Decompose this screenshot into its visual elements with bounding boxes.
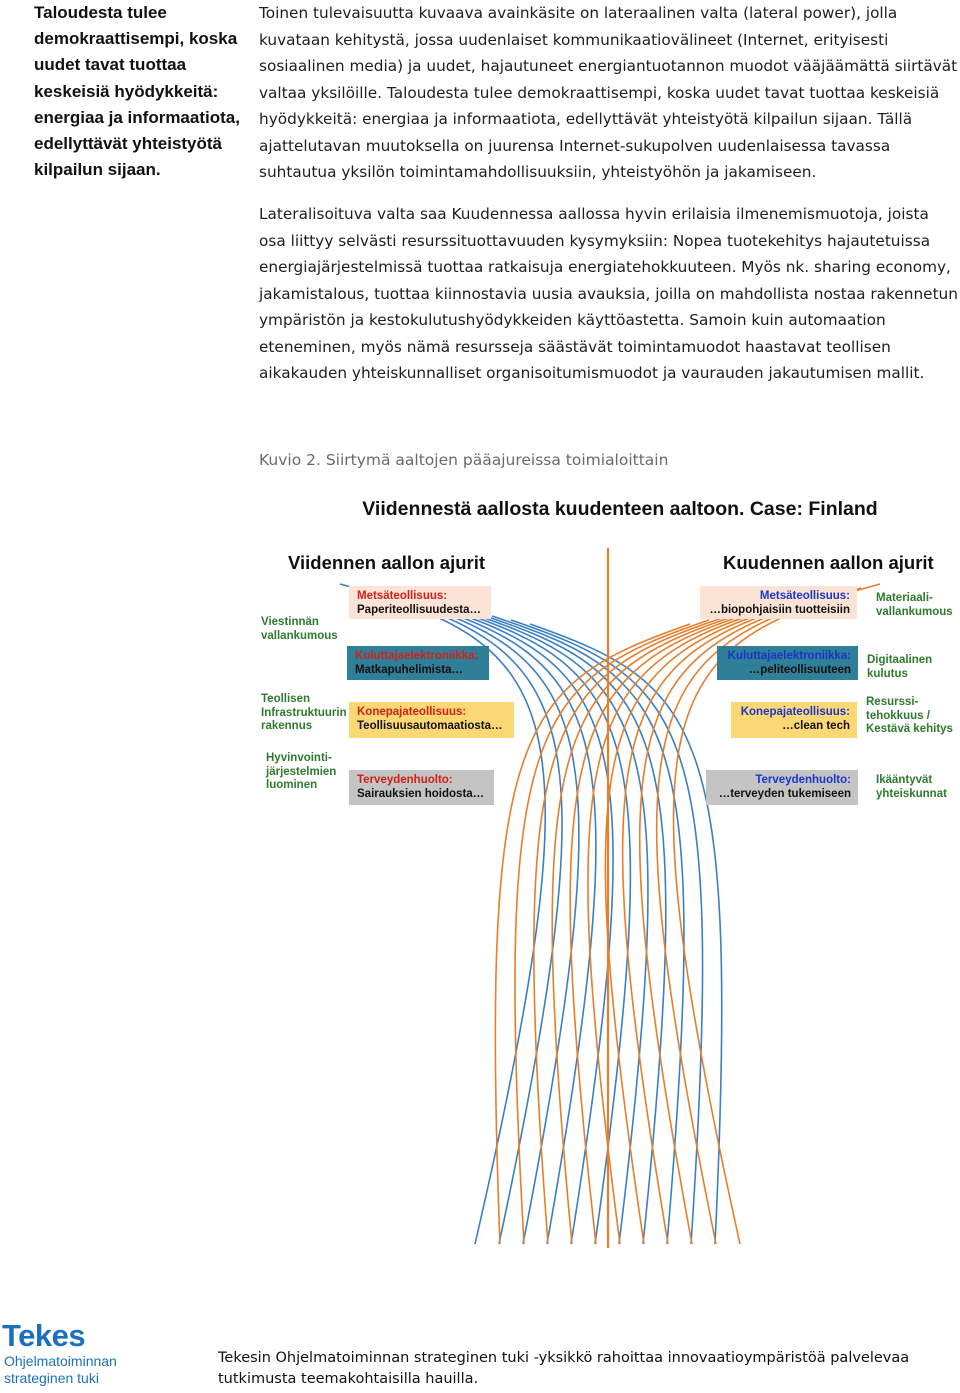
- left-box-electronics-industry: Kuluttajaelektroniikka:: [355, 650, 479, 662]
- sixth-wave-curve: [605, 600, 804, 1244]
- tekes-logo-line1: Ohjelmatoiminnan: [4, 1353, 117, 1369]
- right-driver-aging: Ikääntyvät yhteiskunnat: [876, 774, 947, 800]
- sixth-wave-curve: [674, 584, 880, 1244]
- right-box-engineering-item: …clean tech: [782, 720, 850, 732]
- left-driver-welfare: Hyvinvointi-järjestelmien luominen: [266, 752, 337, 791]
- right-header: Kuudennen aallon ajurit: [723, 552, 934, 573]
- fifth-wave-curves: [340, 584, 722, 1244]
- footer-text: Tekesin Ohjelmatoiminnan strateginen tuki -yksikkö rahoittaa innovaatioympäristöä palvelevaa tutkimusta teemakohtaisilla hauilla.: [218, 1350, 910, 1387]
- left-box-health-item: Sairauksien hoidosta…: [357, 788, 485, 800]
- right-box-engineering-industry: Konepajateollisuus:: [740, 706, 850, 718]
- right-box-electronics-industry: Kuluttajaelektroniikka:: [727, 650, 851, 662]
- left-header: Viidennen aallon ajurit: [288, 552, 486, 573]
- fifth-wave-curve: [340, 584, 545, 1244]
- sixth-wave-curve: [623, 596, 823, 1244]
- right-box-electronics-item: …peliteollisuuteen: [748, 664, 851, 676]
- tekes-logo-line2: strateginen tuki: [4, 1370, 99, 1386]
- right-driver-resource: Resurssi-tehokkuus / Kestävä kehitys: [866, 696, 953, 735]
- right-box-forest: [700, 586, 857, 619]
- left-box-engineering-item: Teollisuusautomaatiosta…: [357, 720, 503, 732]
- sidebar-quote: Taloudesta tulee demokraattisempi, koska uudet tavat tuottaa keskeisiä hyödykkeitä: energiaa ja informaatiota, edellyttävät yhteistyötä kilpailun sijaan.: [34, 3, 240, 180]
- left-box-forest: [349, 586, 491, 619]
- right-driver-materials: Materiaali-vallankumous: [876, 592, 953, 618]
- right-box-electronics: [717, 646, 858, 680]
- sixth-wave-curve: [640, 592, 842, 1244]
- body-paragraph-1: Toinen tulevaisuutta kuvaava avainkäsite on lateraalinen valta (lateral power), jolla kuvataan kehitystä, jossa uudenlaiset kommunikaatiovälineet (Internet, erityisesti sosiaalinen media) ja uudet, hajautuneet energiantuotannon muodot vääjäämättä siirtävät valtaa yksilöille. Taloudesta tulee demokraattisempi, koska uudet tavat tuottaa keskeisiä hyödykkeitä: energiaa ja informaatiota, edellyttävät yhteistyötä kilpailun sijaan. Tällä ajattelutavan muutoksella on juurensa Internet-sukupolven uudenlaisessa tavassa suhtautua yksilön toimintamahdollisuuksiin, yhteistyöhön ja jakamiseen.: [259, 4, 958, 181]
- sixth-wave-curves: [495, 584, 880, 1244]
- right-box-health-industry: Terveydenhuolto:: [755, 774, 851, 786]
- right-box-forest-industry: Metsäteollisuus:: [759, 590, 850, 602]
- fifth-wave-curve: [359, 588, 562, 1244]
- left-box-electronics: [347, 646, 489, 680]
- left-driver-infrastructure: Teollisen Infrastruktuurin rakennus: [261, 693, 347, 732]
- left-box-health-industry: Terveydenhuolto:: [357, 774, 453, 786]
- left-box-engineering-industry: Konepajateollisuus:: [357, 706, 467, 718]
- left-box-forest-item: Paperiteollisuudesta…: [357, 604, 481, 616]
- figure-caption: Kuvio 2. Siirtymä aaltojen pääajureissa toimialoittain: [259, 451, 669, 469]
- left-box-forest-industry: Metsäteollisuus:: [357, 590, 448, 602]
- right-box-forest-item: …biopohjaisiin tuotteisiin: [709, 604, 850, 616]
- right-box-health-item: …terveyden tukemiseen: [718, 788, 851, 800]
- fifth-wave-curve: [416, 600, 613, 1244]
- right-box-engineering: [731, 702, 857, 738]
- fifth-wave-curve: [378, 592, 579, 1244]
- sixth-wave-curve: [588, 604, 785, 1244]
- left-box-engineering: [349, 702, 514, 738]
- tekes-logo-subtitle: [4, 1353, 117, 1387]
- tekes-logo: Tekes: [2, 1318, 86, 1353]
- left-driver-communication: Viestinnän vallankumous: [261, 616, 338, 642]
- left-box-electronics-item: Matkapuhelimista…: [355, 664, 463, 676]
- right-driver-digital: Digitaalinen kulutus: [867, 654, 933, 680]
- left-box-health: [349, 770, 494, 805]
- sixth-wave-curve: [552, 612, 747, 1244]
- fifth-wave-curve: [435, 604, 630, 1244]
- figure-title: Viidennestä aallosta kuudenteen aaltoon. Case: Finland: [362, 498, 878, 520]
- sixth-wave-curve: [515, 620, 709, 1244]
- right-box-health: [706, 770, 858, 805]
- sixth-wave-curve: [657, 588, 861, 1244]
- body-paragraph-2: Lateralisoituva valta saa Kuudennessa aallossa hyvin erilaisia ilmenemismuotoja, joista osa liittyy selvästi resurssituottavuuden kysymyksiin: Nopea tuotekehitys hajautetuissa energiajärjestelmissä tuottaa ratkaisuja energiatehokkuuteen. Myös nk. sharing economy, jakamistalous, tuottaa kiinnostavia uusia avauksia, joilla on mahdollista nostaa rakennetun ympäristön ja kestokulutushyödykkeiden käyttöastetta. Samoin kuin automaation eteneminen, myös nämä resursseja säästävät toimintamuodot haastavat teollisen aikakauden yhteiskunnalliset organisoitumismuodot ja vaurauden jakautumisen mallit.: [259, 205, 958, 382]
